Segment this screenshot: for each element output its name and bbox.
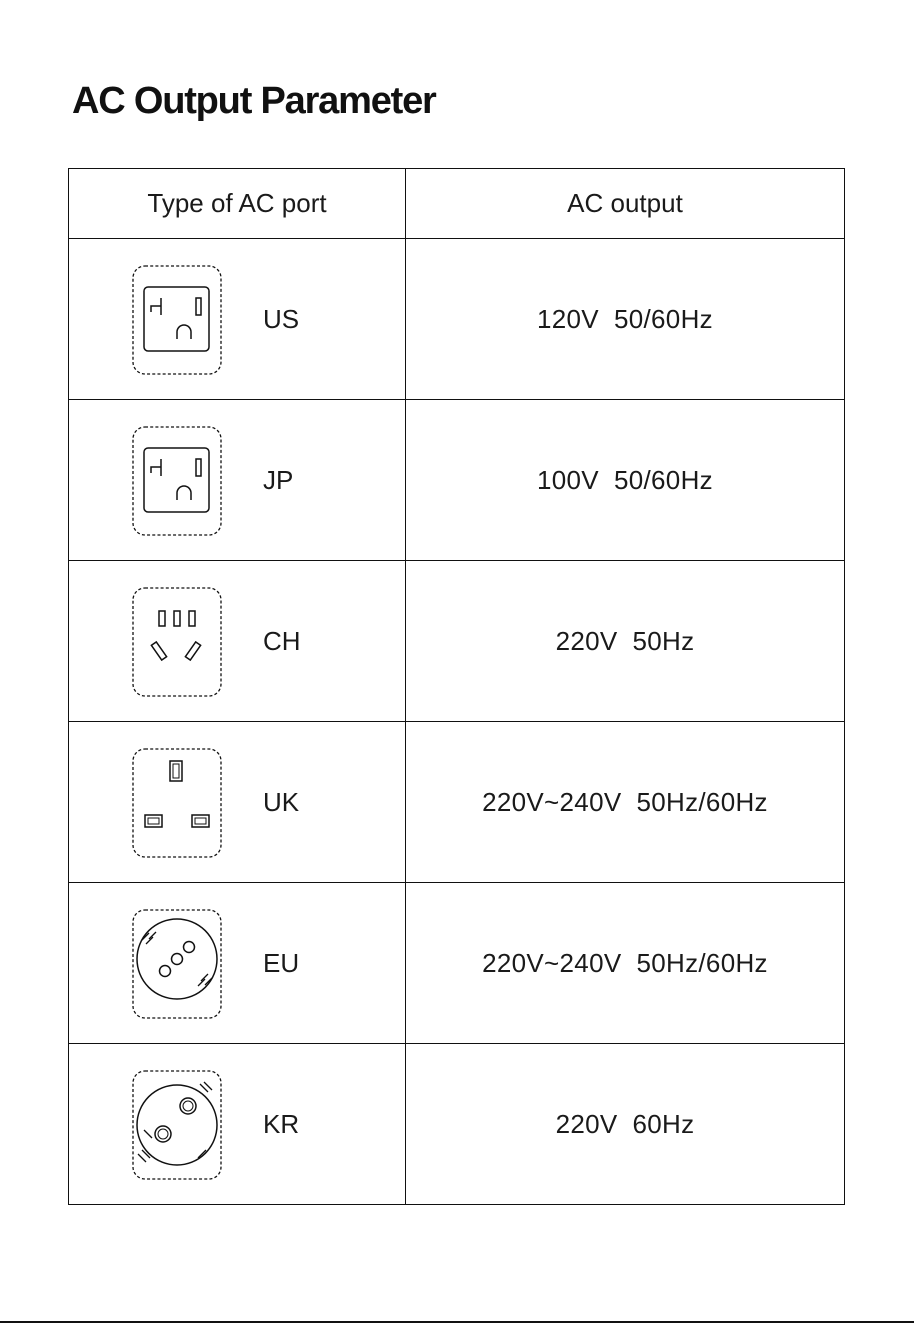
table-row: [69, 561, 845, 722]
ch-socket-icon: [132, 587, 222, 697]
output-value-kr: 220V 60Hz: [406, 1044, 845, 1205]
ac-output-table: [68, 168, 845, 1205]
port-cell-kr: [69, 1044, 406, 1205]
port-label-uk: UK: [263, 787, 300, 817]
ac-output-header: AC output: [406, 169, 845, 239]
output-value-jp: 100V 50/60Hz: [406, 400, 845, 561]
table-row: [69, 883, 845, 1044]
output-value-us: 120V 50/60Hz: [406, 239, 845, 400]
table-row: [69, 1044, 845, 1205]
port-label-kr: KR: [263, 1109, 300, 1139]
table-header-row: [69, 169, 845, 239]
port-cell-us: [69, 239, 406, 400]
port-label-jp: JP: [263, 465, 294, 495]
port-cell-ch: [69, 561, 406, 722]
table-row: [69, 722, 845, 883]
page-title: AC Output Parameter: [72, 80, 436, 122]
footer-rule: [0, 1321, 914, 1323]
port-cell-jp: [69, 400, 406, 561]
table-row: [69, 400, 845, 561]
output-value-ch: 220V 50Hz: [406, 561, 845, 722]
port-label-us: US: [263, 304, 300, 334]
port-cell-eu: [69, 883, 406, 1044]
port-label-ch: CH: [263, 626, 301, 656]
port-cell-uk: [69, 722, 406, 883]
jp-socket-icon: [132, 426, 222, 536]
kr-socket-icon: [132, 1070, 222, 1180]
eu-socket-icon: [132, 909, 222, 1019]
us-socket-icon: [132, 265, 222, 375]
output-value-uk: 220V~240V 50Hz/60Hz: [406, 722, 845, 883]
output-value-eu: 220V~240V 50Hz/60Hz: [406, 883, 845, 1044]
port-label-eu: EU: [263, 948, 300, 978]
table-row: [69, 239, 845, 400]
uk-socket-icon: [132, 748, 222, 858]
port-type-header: Type of AC port: [69, 169, 406, 239]
